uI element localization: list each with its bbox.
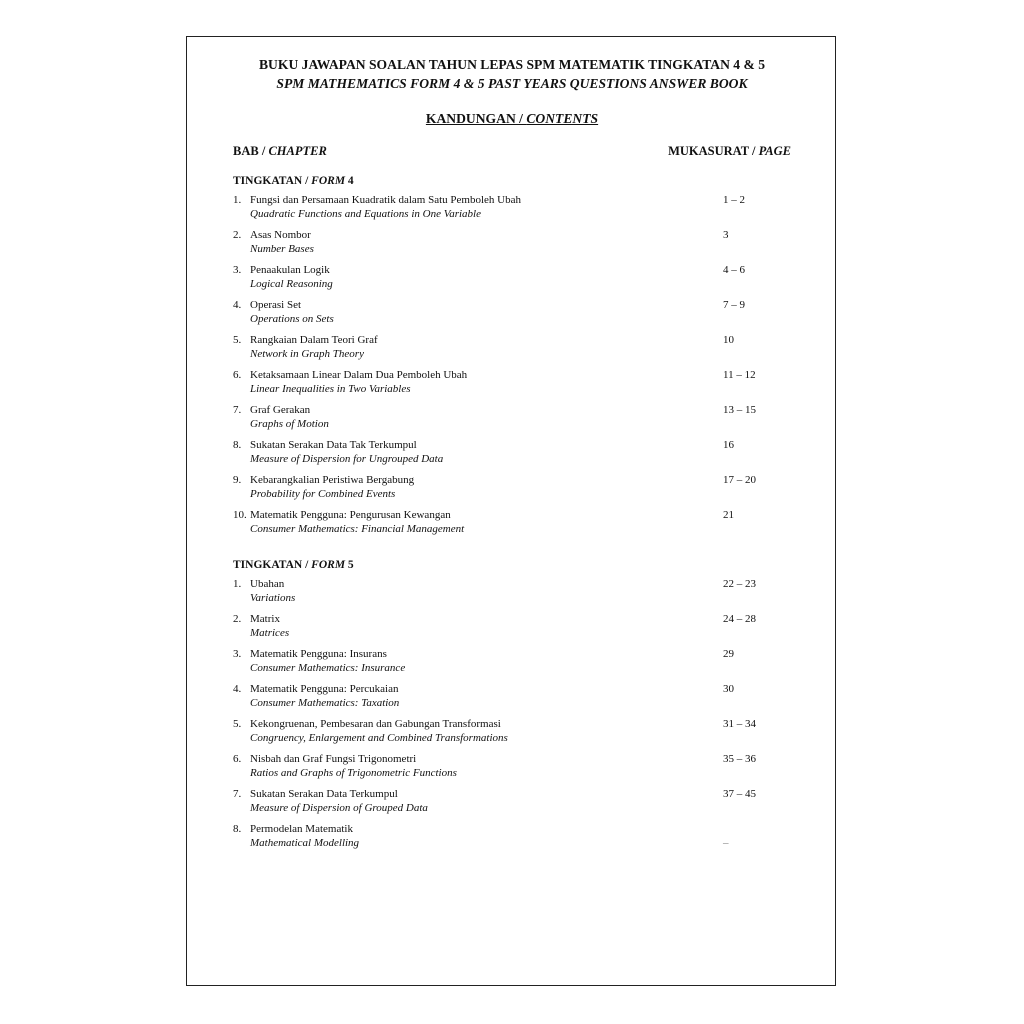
chapter-number: 3. [233, 648, 242, 660]
page-range: 16 [723, 439, 734, 451]
page-range: 30 [723, 683, 734, 695]
chapter-title-malay: Ketaksamaan Linear Dalam Dua Pemboleh Ubah [250, 369, 468, 381]
chapter-title-english: Operations on Sets [250, 313, 334, 325]
chapter-title-malay: Matematik Pengguna: Pengurusan Kewangan [250, 509, 451, 521]
toc-entry [233, 438, 791, 473]
book-title-malay: BUKU JAWAPAN SOALAN TAHUN LEPAS SPM MATEMATIK TINGKATAN 4 & 5 [258, 57, 766, 72]
chapter-number: 6. [233, 369, 242, 381]
form5-title-malay: TINGKATAN / [233, 559, 312, 571]
document-page [186, 36, 836, 986]
toc-entry [233, 612, 791, 647]
chapter-title-english: Consumer Mathematics: Financial Management [250, 523, 465, 535]
form5-title-english: FORM [311, 559, 346, 571]
chapter-title-malay: Matematik Pengguna: Percukaian [250, 683, 399, 695]
chapter-number: 5. [233, 718, 242, 730]
toc-entry [233, 682, 791, 717]
form4-title-english: FORM [311, 175, 346, 187]
chapter-number: 2. [233, 229, 242, 241]
chapter-column-header [233, 144, 327, 159]
toc-entry [233, 822, 791, 857]
chapter-title-malay: Rangkaian Dalam Teori Graf [250, 334, 378, 346]
chapter-number: 5. [233, 334, 242, 346]
toc-entry [233, 717, 791, 752]
chapter-title-malay: Asas Nombor [250, 229, 311, 241]
chapter-title-malay: Matematik Pengguna: Insurans [250, 648, 387, 660]
chapter-title-english: Quadratic Functions and Equations in One Variable [250, 208, 481, 220]
page-range: 17 – 20 [723, 474, 756, 486]
toc-entry [233, 333, 791, 368]
chapter-number: 8. [233, 823, 242, 835]
page-range: 7 – 9 [723, 299, 745, 311]
page-range: 10 [723, 334, 734, 346]
toc-entry [233, 473, 791, 508]
chapter-title-english: Ratios and Graphs of Trigonometric Functions [250, 767, 457, 779]
page-header-malay: MUKASURAT / [668, 144, 759, 158]
column-headers [233, 144, 791, 159]
contents-heading-malay: KANDUNGAN / [425, 111, 527, 126]
page-content [233, 55, 791, 857]
page-range: 24 – 28 [723, 613, 756, 625]
chapter-title-english: Mathematical Modelling [250, 837, 360, 849]
toc-entry [233, 263, 791, 298]
page-range: 4 – 6 [723, 264, 745, 276]
page-header-english: PAGE [758, 144, 791, 158]
chapter-title-english: Consumer Mathematics: Taxation [250, 697, 400, 709]
chapter-title-malay: Kebarangkalian Peristiwa Bergabung [250, 474, 415, 486]
page-range: – [723, 837, 729, 849]
chapter-title-english: Measure of Dispersion for Ungrouped Data [250, 453, 444, 465]
form4-title-malay: TINGKATAN / [233, 175, 312, 187]
book-title-english: SPM MATHEMATICS FORM 4 & 5 PAST YEARS QUESTIONS ANSWER BOOK [276, 76, 748, 91]
chapter-title-malay: Kekongruenan, Pembesaran dan Gabungan Transformasi [250, 718, 501, 730]
chapter-number: 1. [233, 578, 242, 590]
chapter-title-english: Logical Reasoning [250, 278, 333, 290]
chapter-title-english: Consumer Mathematics: Insurance [250, 662, 406, 674]
toc-entry [233, 228, 791, 263]
form4-chapter-list [233, 193, 791, 543]
page-range: 3 [723, 229, 729, 241]
contents-heading [233, 111, 791, 127]
chapter-title-english: Congruency, Enlargement and Combined Transformations [250, 732, 508, 744]
chapter-header-malay: BAB / [233, 144, 269, 158]
chapter-title-english: Number Bases [250, 243, 314, 255]
form5-title-number: 5 [345, 559, 354, 571]
chapter-number: 8. [233, 439, 242, 451]
toc-entry [233, 193, 791, 228]
page-range: 21 [723, 509, 734, 521]
page-range: 35 – 36 [723, 753, 756, 765]
chapter-number: 3. [233, 264, 242, 276]
form4-title-number: 4 [345, 175, 354, 187]
chapter-title-english: Linear Inequalities in Two Variables [250, 383, 411, 395]
page-range: 22 – 23 [723, 578, 756, 590]
chapter-number: 4. [233, 299, 242, 311]
page-range: 29 [723, 648, 734, 660]
chapter-title-english: Graphs of Motion [250, 418, 329, 430]
chapter-title-english: Matrices [250, 627, 290, 639]
page-range: 11 – 12 [723, 369, 756, 381]
form5-section-title [233, 559, 791, 571]
chapter-number: 6. [233, 753, 242, 765]
page-range: 13 – 15 [723, 404, 756, 416]
toc-entry [233, 577, 791, 612]
toc-entry [233, 508, 791, 543]
chapter-number: 7. [233, 788, 242, 800]
toc-entry [233, 403, 791, 438]
chapter-title-english: Measure of Dispersion of Grouped Data [250, 802, 428, 814]
toc-entry [233, 647, 791, 682]
toc-entry [233, 368, 791, 403]
toc-entry [233, 298, 791, 333]
page-range: 31 – 34 [723, 718, 756, 730]
chapter-title-english: Probability for Combined Events [250, 488, 396, 500]
chapter-title-english: Variations [250, 592, 296, 604]
chapter-number: 10. [233, 509, 247, 521]
chapter-title-malay: Operasi Set [250, 299, 302, 311]
chapter-number: 2. [233, 613, 242, 625]
chapter-number: 7. [233, 404, 242, 416]
chapter-number: 9. [233, 474, 242, 486]
chapter-title-malay: Matrix [250, 613, 280, 625]
page-range: 1 – 2 [723, 194, 745, 206]
chapter-number: 4. [233, 683, 242, 695]
chapter-header-english: CHAPTER [268, 144, 327, 158]
chapter-title-malay: Penaakulan Logik [250, 264, 330, 276]
form5-chapter-list [233, 577, 791, 857]
chapter-title-malay: Nisbah dan Graf Fungsi Trigonometri [250, 753, 417, 765]
chapter-title-malay: Permodelan Matematik [250, 823, 353, 835]
page-column-header [668, 144, 791, 159]
chapter-title-malay: Fungsi dan Persamaan Kuadratik dalam Satu Pemboleh Ubah [250, 194, 521, 206]
toc-entry [233, 787, 791, 822]
chapter-title-malay: Sukatan Serakan Data Tak Terkumpul [250, 439, 417, 451]
chapter-title-malay: Sukatan Serakan Data Terkumpul [250, 788, 398, 800]
form4-section-title [233, 175, 791, 187]
contents-heading-english: CONTENTS [526, 111, 599, 126]
toc-entry [233, 752, 791, 787]
chapter-title-english: Network in Graph Theory [250, 348, 364, 360]
page-range: 37 – 45 [723, 788, 756, 800]
chapter-number: 1. [233, 194, 242, 206]
chapter-title-malay: Ubahan [250, 578, 285, 590]
chapter-title-malay: Graf Gerakan [250, 404, 311, 416]
